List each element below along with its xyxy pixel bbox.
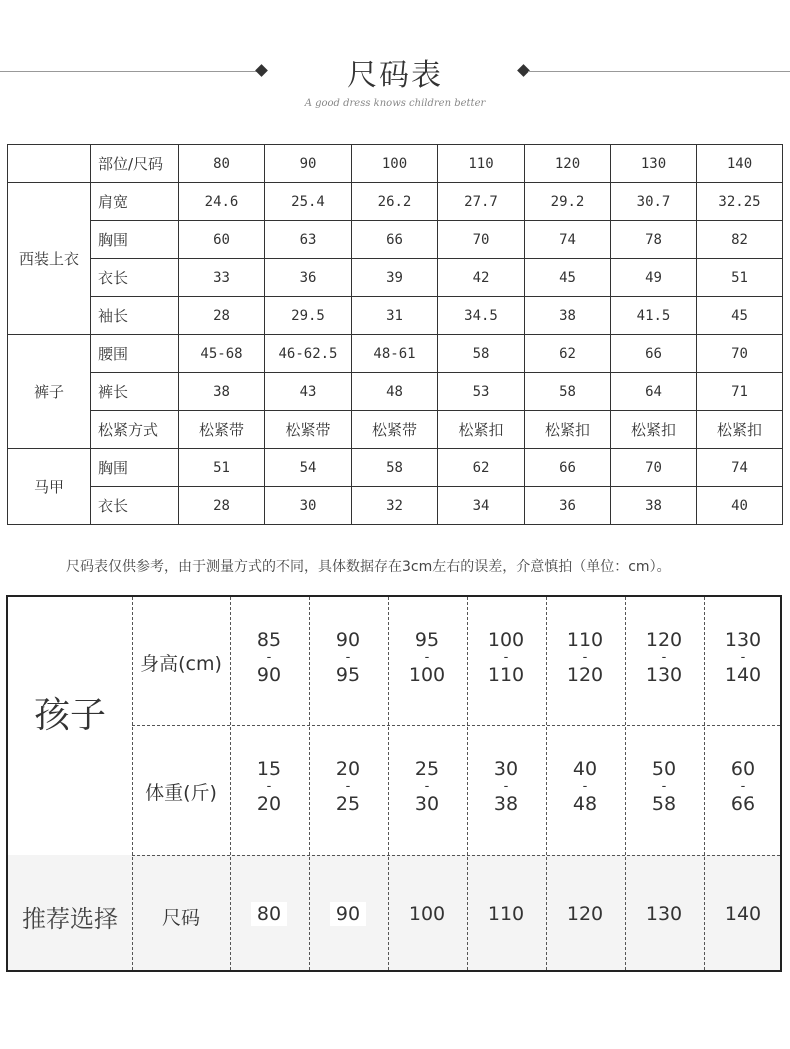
- value-cell: 松紧带: [179, 411, 265, 449]
- range-separator: -: [503, 650, 509, 665]
- header-rule-right: [528, 71, 790, 72]
- recommended-size-value: 120: [566, 903, 604, 925]
- value-cell: 62: [438, 449, 525, 487]
- weights-min: 30: [493, 758, 519, 780]
- row-label-cell: 松紧方式: [91, 411, 179, 449]
- value-cell: 松紧扣: [525, 411, 611, 449]
- row-label-cell: 胸围: [91, 221, 179, 259]
- value-cell: 松紧带: [265, 411, 352, 449]
- recommended-size-cell: [388, 903, 466, 925]
- height-label: 身高(cm): [140, 653, 222, 675]
- heights-range-cell: [388, 630, 466, 686]
- value-cell: 58: [352, 449, 438, 487]
- value-cell: 29.5: [265, 297, 352, 335]
- value-cell: 70: [611, 449, 697, 487]
- recommended-size-value: 90: [330, 902, 366, 926]
- value-cell: 51: [697, 259, 783, 297]
- weights-range-cell: [467, 759, 545, 815]
- value-cell: 70: [438, 221, 525, 259]
- recommended-size-value: 110: [487, 903, 525, 925]
- weights-range-cell: [704, 759, 782, 815]
- heights-max: 120: [566, 664, 604, 686]
- value-cell: 30: [265, 487, 352, 525]
- size-header-cell: 120: [525, 145, 611, 183]
- recommended-size-cell: [467, 903, 545, 925]
- recommended-size-cell: [230, 903, 308, 925]
- value-cell: 41.5: [611, 297, 697, 335]
- value-cell: 54: [265, 449, 352, 487]
- weights-min: 15: [256, 758, 282, 780]
- value-cell: 松紧扣: [697, 411, 783, 449]
- weights-min: 60: [730, 758, 756, 780]
- value-cell: 48-61: [352, 335, 438, 373]
- range-separator: -: [661, 779, 667, 794]
- recommended-size-value: 100: [408, 903, 446, 925]
- table-row: [8, 487, 783, 525]
- header-label-cell: 部位/尺码: [91, 145, 179, 183]
- row-label-cell: 肩宽: [91, 183, 179, 221]
- value-cell: 松紧扣: [438, 411, 525, 449]
- value-cell: 48: [352, 373, 438, 411]
- weights-range-cell: [309, 759, 387, 815]
- value-cell: 64: [611, 373, 697, 411]
- value-cell: 36: [525, 487, 611, 525]
- heights-min: 130: [724, 629, 762, 651]
- heights-min: 90: [335, 629, 361, 651]
- range-separator: -: [424, 779, 430, 794]
- value-cell: 49: [611, 259, 697, 297]
- row-divider: [132, 725, 780, 726]
- value-cell: 42: [438, 259, 525, 297]
- value-cell: 29.2: [525, 183, 611, 221]
- weight-label: 体重(斤): [145, 782, 217, 804]
- size-header-cell: 100: [352, 145, 438, 183]
- value-cell: 28: [179, 487, 265, 525]
- range-separator: -: [740, 779, 746, 794]
- column-divider: [132, 597, 133, 970]
- recommended-size-cell: [309, 903, 387, 925]
- heights-range-cell: [625, 630, 703, 686]
- value-cell: 27.7: [438, 183, 525, 221]
- heights-min: 110: [566, 629, 604, 651]
- size-label: 尺码: [161, 907, 200, 929]
- value-cell: 38: [611, 487, 697, 525]
- weights-max: 48: [572, 793, 598, 815]
- value-cell: 58: [525, 373, 611, 411]
- weights-max: 38: [493, 793, 519, 815]
- weights-max: 20: [256, 793, 282, 815]
- row-label-cell: 腰围: [91, 335, 179, 373]
- value-cell: 松紧带: [352, 411, 438, 449]
- recommended-size-value: 130: [645, 903, 683, 925]
- value-cell: 31: [352, 297, 438, 335]
- range-separator: -: [266, 779, 272, 794]
- recommended-size-cell: [546, 903, 624, 925]
- value-cell: 松紧扣: [611, 411, 697, 449]
- value-cell: 74: [525, 221, 611, 259]
- value-cell: 45: [697, 297, 783, 335]
- heights-max: 130: [645, 664, 683, 686]
- size-header-cell: 140: [697, 145, 783, 183]
- row-label-cell: 衣长: [91, 487, 179, 525]
- value-cell: 70: [697, 335, 783, 373]
- table-header-row: [8, 145, 783, 183]
- value-cell: 82: [697, 221, 783, 259]
- table-row: [8, 449, 783, 487]
- value-cell: 33: [179, 259, 265, 297]
- size-header-cell: 110: [438, 145, 525, 183]
- weights-range-cell: [546, 759, 624, 815]
- value-cell: 66: [611, 335, 697, 373]
- weights-range-cell: [388, 759, 466, 815]
- recommended-size-value: 80: [251, 902, 287, 926]
- row-label-cell: 裤长: [91, 373, 179, 411]
- value-cell: 45-68: [179, 335, 265, 373]
- recommended-size-cell: [704, 903, 782, 925]
- value-cell: 24.6: [179, 183, 265, 221]
- range-separator: -: [345, 779, 351, 794]
- size-header-cell: 90: [265, 145, 352, 183]
- value-cell: 32.25: [697, 183, 783, 221]
- size-header-cell: 80: [179, 145, 265, 183]
- value-cell: 53: [438, 373, 525, 411]
- heights-max: 110: [487, 664, 525, 686]
- value-cell: 74: [697, 449, 783, 487]
- table-row: [8, 259, 783, 297]
- group-label-cell: 裤子: [8, 335, 91, 449]
- page-title: 尺码表: [347, 58, 443, 93]
- value-cell: 26.2: [352, 183, 438, 221]
- table-row: [8, 221, 783, 259]
- value-cell: 39: [352, 259, 438, 297]
- weights-max: 58: [651, 793, 677, 815]
- value-cell: 66: [525, 449, 611, 487]
- value-cell: 66: [352, 221, 438, 259]
- table-row: [8, 411, 783, 449]
- heights-range-cell: [230, 630, 308, 686]
- heights-range-cell: [546, 630, 624, 686]
- row-divider: [132, 855, 780, 856]
- size-chart-table: [7, 144, 783, 525]
- corner-cell: [8, 145, 91, 183]
- recommended-size-value: 140: [724, 903, 762, 925]
- row-label-cell: 衣长: [91, 259, 179, 297]
- heights-range-cell: [309, 630, 387, 686]
- weights-max: 25: [335, 793, 361, 815]
- range-separator: -: [582, 650, 588, 665]
- value-cell: 36: [265, 259, 352, 297]
- heights-min: 85: [256, 629, 282, 651]
- child-group-label: 孩子: [33, 695, 106, 736]
- heights-max: 140: [724, 664, 762, 686]
- range-separator: -: [740, 650, 746, 665]
- table-row: [8, 297, 783, 335]
- heights-min: 95: [414, 629, 440, 651]
- range-separator: -: [503, 779, 509, 794]
- group-label-cell: 马甲: [8, 449, 91, 525]
- value-cell: 46-62.5: [265, 335, 352, 373]
- table-row: [8, 183, 783, 221]
- weights-min: 50: [651, 758, 677, 780]
- size-note: 尺码表仅供参考，由于测量方式的不同，具体数据存在3cm左右的误差，介意慎拍（单位：cm）。: [66, 559, 671, 575]
- size-header-cell: 130: [611, 145, 697, 183]
- value-cell: 63: [265, 221, 352, 259]
- heights-range-cell: [704, 630, 782, 686]
- heights-min: 100: [487, 629, 525, 651]
- page-subtitle: A good dress knows children better: [304, 98, 486, 109]
- weights-max: 30: [414, 793, 440, 815]
- weights-min: 20: [335, 758, 361, 780]
- value-cell: 38: [525, 297, 611, 335]
- value-cell: 30.7: [611, 183, 697, 221]
- child-size-table: [6, 595, 782, 972]
- heights-max: 100: [408, 664, 446, 686]
- range-separator: -: [424, 650, 430, 665]
- value-cell: 62: [525, 335, 611, 373]
- table-row: [8, 335, 783, 373]
- weights-min: 25: [414, 758, 440, 780]
- value-cell: 34: [438, 487, 525, 525]
- range-separator: -: [661, 650, 667, 665]
- heights-range-cell: [467, 630, 545, 686]
- value-cell: 25.4: [265, 183, 352, 221]
- value-cell: 32: [352, 487, 438, 525]
- range-separator: -: [266, 650, 272, 665]
- value-cell: 34.5: [438, 297, 525, 335]
- value-cell: 60: [179, 221, 265, 259]
- value-cell: 78: [611, 221, 697, 259]
- value-cell: 38: [179, 373, 265, 411]
- row-label-cell: 胸围: [91, 449, 179, 487]
- range-separator: -: [582, 779, 588, 794]
- value-cell: 45: [525, 259, 611, 297]
- heights-max: 95: [335, 664, 361, 686]
- weights-min: 40: [572, 758, 598, 780]
- recommended-size-cell: [625, 903, 703, 925]
- value-cell: 58: [438, 335, 525, 373]
- group-label-cell: 西装上衣: [8, 183, 91, 335]
- recommend-label: 推荐选择: [22, 905, 118, 933]
- value-cell: 28: [179, 297, 265, 335]
- value-cell: 71: [697, 373, 783, 411]
- table-row: [8, 373, 783, 411]
- heights-max: 90: [256, 664, 282, 686]
- value-cell: 43: [265, 373, 352, 411]
- heights-min: 120: [645, 629, 683, 651]
- weights-range-cell: [230, 759, 308, 815]
- row-label-cell: 袖长: [91, 297, 179, 335]
- value-cell: 40: [697, 487, 783, 525]
- weights-max: 66: [730, 793, 756, 815]
- value-cell: 51: [179, 449, 265, 487]
- weights-range-cell: [625, 759, 703, 815]
- range-separator: -: [345, 650, 351, 665]
